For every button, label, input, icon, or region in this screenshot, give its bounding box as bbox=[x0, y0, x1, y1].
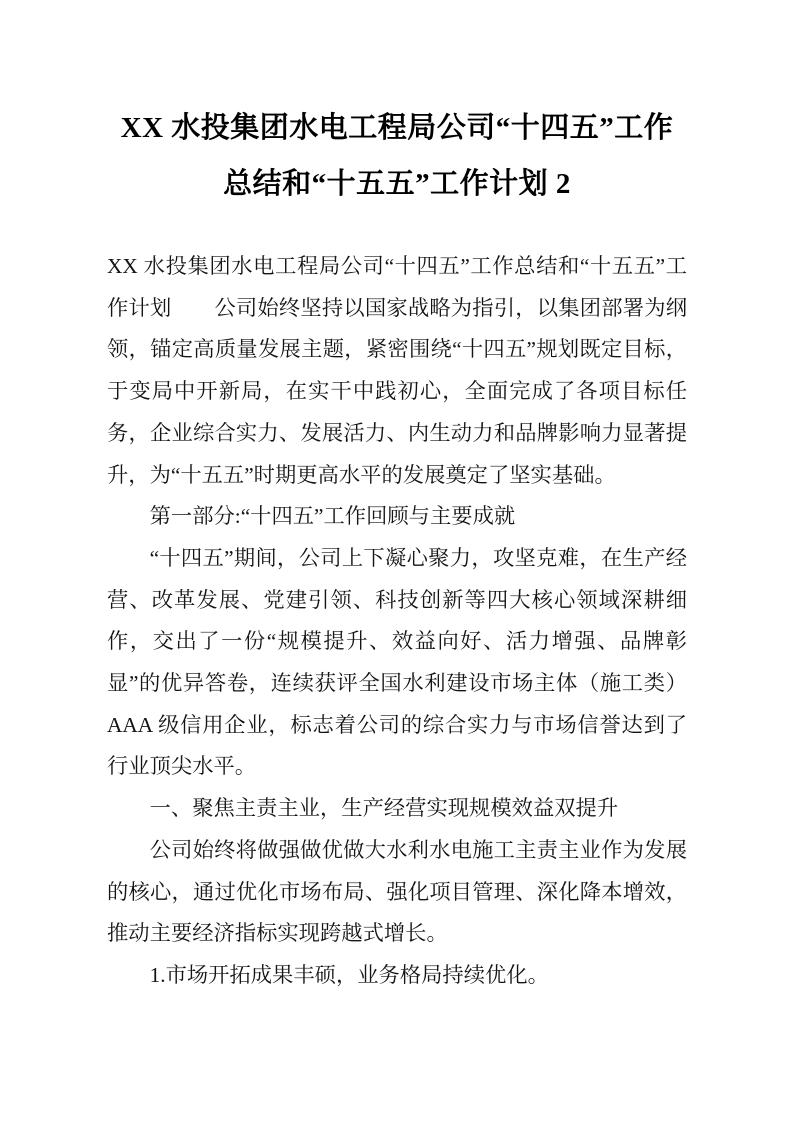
document-body bbox=[107, 246, 687, 997]
paragraph: 1.市场开拓成果丰硕，业务格局持续优化。 bbox=[149, 962, 549, 987]
paragraph: 第一部分:“十四五”工作回顾与主要成就 bbox=[149, 504, 516, 529]
paragraph: 公司始终将做强做优做大水利水电施工主责主业作为发展的核心，通过优化市场布局、强化项目管理、深化降本增效，推动主要经济指标实现跨越式增长。 bbox=[107, 837, 687, 946]
paragraph: XX 水投集团水电工程局公司“十四五”工作总结和“十五五”工作计划 公司始终坚持以国家战略为指引，以集团部署为纲领，锚定高质量发展主题，紧密围绕“十四五”规划既定目标，于变局中开新局，在实干中践初心，全面完成了各项目标任务，企业综合实力、发展活力、内生动力和品牌影响力显著提升，为“十五五”时期更高水平的发展奠定了坚实基础。 bbox=[107, 254, 687, 487]
paragraph: “十四五”期间，公司上下凝心聚力，攻坚克难，在生产经营、改革发展、党建引领、科技创新等四大核心领域深耕细作，交出了一份“规模提升、效益向好、活力增强、品牌彰显”的优异答卷，连续获评全国水利建设市场主体（施工类）AAA 级信用企业，标志着公司的综合实力与市场信誉达到了行业顶尖水平。 bbox=[107, 545, 687, 779]
paragraph: 一、聚焦主责主业，生产经营实现规模效益双提升 bbox=[149, 796, 619, 821]
document-title: XX 水投集团水电工程局公司“十四五”工作总结和“十五五”工作计划 2 bbox=[120, 112, 674, 200]
